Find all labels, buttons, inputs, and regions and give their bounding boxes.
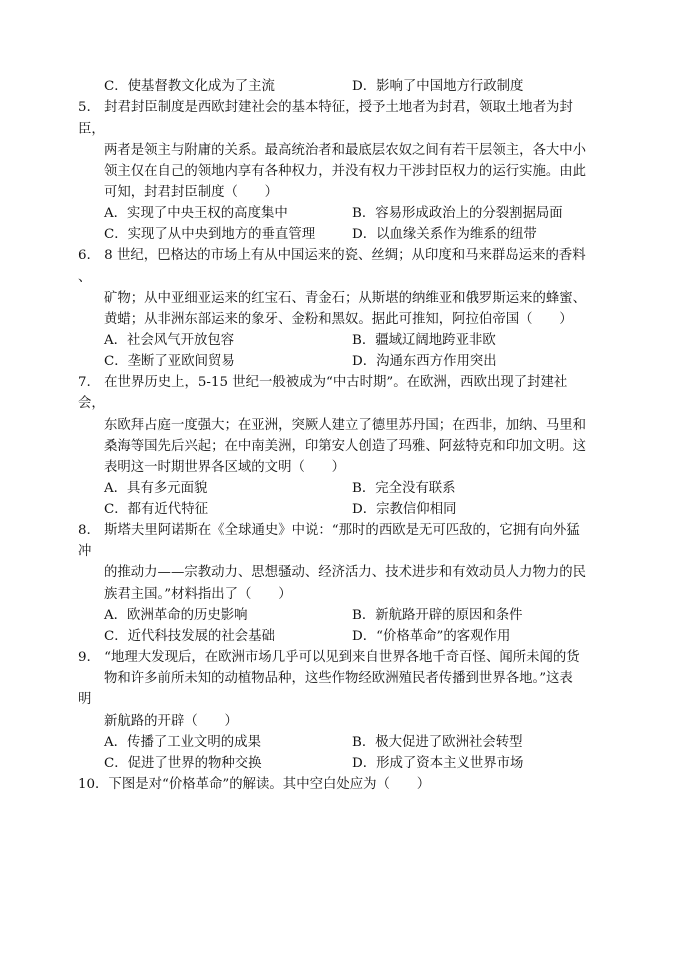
q5-text-line: 臣， (78, 122, 105, 137)
q9-option-a: A．传播了工业文明的成果 (104, 735, 261, 750)
q8-text-line: 8. 斯塔夫里阿诺斯在《全球通史》中说：“那时的西欧是无可匹敌的，它拥有向外猛 (78, 523, 580, 538)
q6-option-c: C．垄断了亚欧间贸易 (104, 354, 235, 369)
q6-text-line: 6. 8 世纪，巴格达的市场上有从中国运来的瓷、丝绸；从印度和马来群岛运来的香料 (78, 248, 586, 263)
q6-option-a: A．社会风气开放包容 (104, 333, 235, 348)
q8-option-a: A．欧洲革命的历史影响 (104, 608, 248, 623)
q5-option-d: D．以血缘关系作为维系的纽带 (352, 227, 537, 242)
q8-option-b: B．新航路开辟的原因和条件 (352, 608, 523, 623)
q5-text-line: 领主仅在自己的领地内享有各种权力，并没有权力干涉封臣权力的运行实施。由此 (104, 164, 587, 179)
q7-option-c: C．都有近代特征 (104, 502, 208, 517)
q5-option-c: C．实现了从中央到地方的垂直管理 (104, 227, 316, 242)
q6-option-d: D．沟通东西方作用突出 (352, 354, 497, 369)
q5-option-b: B．容易形成政治上的分裂割据局面 (352, 206, 563, 221)
q7-text-line: 会， (78, 396, 105, 411)
q9-text-line: 物和许多前所未知的动植物品种，这些作物经欧洲殖民者传播到世界各地。”这表 (104, 671, 573, 686)
q9-option-b: B．极大促进了欧洲社会转型 (352, 735, 523, 750)
q7-option-a: A．具有多元面貌 (104, 481, 208, 496)
q5-option-a: A．实现了中央王权的高度集中 (104, 206, 288, 221)
q7-option-d: D．宗教信仰相同 (352, 502, 457, 517)
q8-option-d: D．“价格革命”的客观作用 (352, 629, 511, 644)
q5-text-line: 可知，封君封臣制度（ ） (104, 185, 279, 200)
q4-option-c: C．使基督教文化成为了主流 (104, 79, 275, 94)
q9-text-line: 9. “地理大发现后，在欧洲市场几乎可以见到来自世界各地千奇百怪、闻所未闻的货 (78, 650, 580, 665)
q7-text-line: 东欧拜占庭一度强大；在亚洲，突厥人建立了德里苏丹国；在西非，加纳、马里和 (104, 418, 587, 433)
q7-option-b: B．完全没有联系 (352, 481, 456, 496)
q8-option-c: C．近代科技发展的社会基础 (104, 629, 275, 644)
q8-text-line: 族君主国。”材料指出了（ ） (104, 587, 292, 602)
q8-text-line: 冲 (78, 544, 92, 559)
q6-text-line: 矿物；从中亚细亚运来的红宝石、青金石；从斯堪的纳维亚和俄罗斯运来的蜂蜜、 (104, 291, 587, 306)
q6-option-b: B．疆域辽阔地跨亚非欧 (352, 333, 496, 348)
q9-text-line: 新航路的开辟（ ） (104, 714, 238, 729)
q6-text-line: 、 (78, 270, 92, 285)
q8-text-line: 的推动力——宗教动力、思想骚动、经济活力、技术进步和有效动员人力物力的民 (104, 565, 587, 580)
q7-text-line: 表明这一时期世界各区域的文明（ ） (104, 460, 346, 475)
q9-option-d: D．形成了资本主义世界市场 (352, 756, 524, 771)
q6-text-line: 黄蜡；从非洲东部运来的象牙、金粉和黑奴。据此可推知，阿拉伯帝国（ ） (104, 312, 573, 327)
q5-text-line: 5. 封君封臣制度是西欧封建社会的基本特征，授予土地者为封君，领取土地者为封 (78, 100, 573, 115)
q4-option-d: D．影响了中国地方行政制度 (352, 79, 524, 94)
q9-option-c: C．促进了世界的物种交换 (104, 756, 262, 771)
q5-text-line: 两者是领主与附庸的关系。最高统治者和最底层农奴之间有若干层领主，各大中小 (104, 143, 587, 158)
q9-text-line: 明 (78, 692, 92, 707)
q7-text-line: 7. 在世界历史上，5-15 世纪一般被成为“中古时期”。在欧洲，西欧出现了封建社 (78, 375, 568, 390)
q10-text-line: 10．下图是对“价格革命”的解读。其中空白处应为（ ） (78, 777, 431, 792)
q7-text-line: 桑海等国先后兴起；在中南美洲，印第安人创造了玛雅、阿兹特克和印加文明。这 (104, 439, 587, 454)
